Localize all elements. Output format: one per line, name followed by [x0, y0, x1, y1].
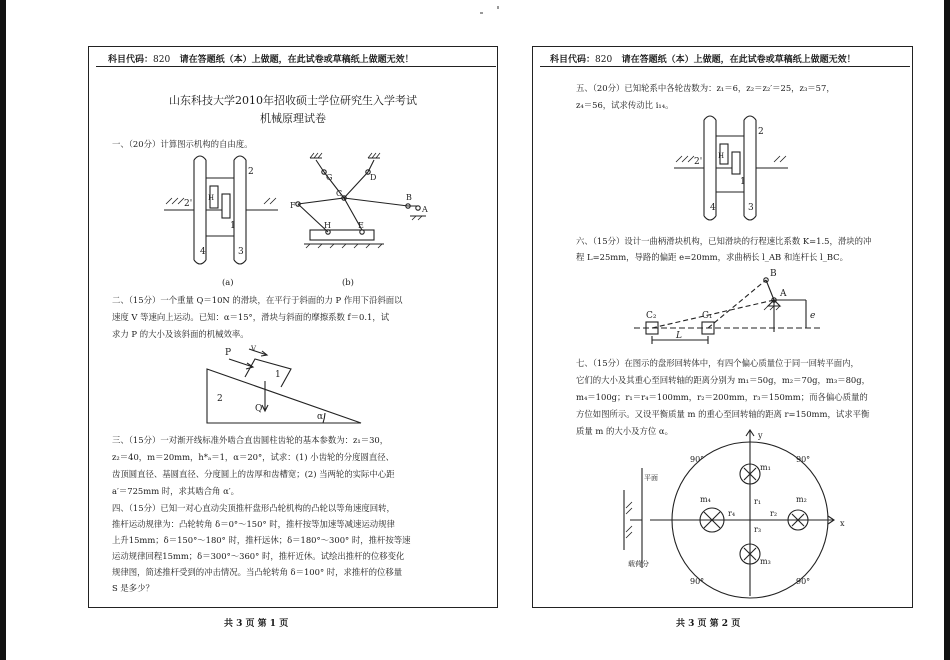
- question-2-line: 二、（15分）一个重量 Q＝10N 的滑块，在平行于斜面的力 P 作用下沿斜面以: [112, 295, 403, 305]
- figure-b-linkage: [288, 150, 433, 265]
- question-7-line: 方位如图所示。又设平衡质量 m 的重心至回转轴的距离 r=150mm，试求平衡: [576, 409, 870, 419]
- fig-disc-label: r₁: [754, 497, 762, 506]
- fig-slider-label: B: [770, 269, 777, 279]
- fig-slider-label: A: [780, 289, 787, 299]
- header-notice: 请在答题纸（本）上做题，在此试卷或草稿纸上做题无效！: [179, 55, 414, 65]
- figure-rotating-disc: [620, 428, 860, 600]
- scan-edge-right: [944, 0, 950, 660]
- page2-footer: 共 3 页 第 2 页: [676, 619, 741, 629]
- fig-q5-label: 3: [748, 203, 754, 213]
- fig-b-label: D: [370, 173, 377, 182]
- fig-disc-label: 平面: [644, 474, 658, 482]
- fig-slope-label: P: [225, 348, 232, 358]
- fig-disc-label: r₃: [754, 525, 762, 534]
- fig-disc-label: 载荷分: [628, 560, 649, 568]
- question-3-line: z₂＝40，m＝20mm，h*ₐ＝1，α＝20°，试求：(1) 小齿轮的分度圆直径、: [112, 452, 394, 462]
- fig-disc-label: 90°: [690, 577, 705, 586]
- header-notice: 请在答题纸（本）上做题，在此试卷或草稿纸上做题无效！: [621, 55, 856, 65]
- exam-title: 山东科技大学2010年招收硕士学位研究生入学考试: [169, 94, 417, 107]
- fig-disc-label: 90°: [796, 455, 811, 464]
- fig-q5-label: 2': [694, 157, 703, 167]
- fig-a-label: 3: [238, 247, 244, 257]
- fig-slope-label: 2: [217, 394, 223, 404]
- question-4-line: 上升15mm；δ＝150°～180° 时，推杆远休；δ＝180°～300° 时，推杆按等速: [112, 535, 411, 545]
- fig-b-label: A: [422, 205, 428, 214]
- figure-slider-crank: [634, 266, 824, 348]
- fig-disc-label: r₄: [728, 509, 736, 518]
- scan-edge-left: [0, 0, 6, 660]
- question-3-line: 齿顶圆直径、基圆直径、分度圆上的齿厚和齿槽宽；(2) 当两轮的实际中心距: [112, 469, 395, 479]
- page1-footer: 共 3 页 第 1 页: [224, 619, 289, 629]
- fig-b-label: C: [336, 189, 343, 198]
- fig-slope-label: 1: [275, 370, 281, 380]
- subject-code: 820: [595, 55, 613, 65]
- figure-q5-gear-train: [660, 112, 790, 224]
- question-4-line: 运动规律回程15mm；δ＝300°～360° 时，推杆近休。试绘出推杆的位移变化: [112, 551, 405, 561]
- fig-slope-label: V: [251, 345, 257, 353]
- fig-slider-label: C₁: [702, 311, 713, 321]
- question-2-line: 求力 P 的大小及该斜面的机械效率。: [112, 329, 249, 339]
- scan-speck: [480, 12, 483, 14]
- fig-q5-label: H: [718, 152, 725, 160]
- fig-disc-label: r₂: [770, 509, 778, 518]
- fig-disc-label: m₁: [760, 463, 771, 472]
- question-4-line: S 是多少？: [112, 583, 154, 593]
- fig-a-label: 4: [200, 247, 206, 257]
- fig-q5-label: 4: [710, 203, 716, 213]
- fig-a-label: H: [208, 194, 215, 202]
- question-4-line: 规律图，简述推杆受到的冲击情况。当凸轮转角 δ＝100° 时，求推杆的位移量: [112, 567, 403, 577]
- question-1: 一、（20分）计算图示机构的自由度。: [112, 139, 253, 149]
- question-6-line: 程 L=25mm，导路的偏距 e=20mm，求曲柄长 l_AB 和连杆长 l_BC。: [576, 252, 848, 262]
- fig-b-label: H: [324, 221, 331, 230]
- fig-q5-label: 2: [758, 127, 764, 137]
- fig-b-caption: (b): [342, 277, 354, 287]
- fig-slider-label: e: [810, 311, 816, 321]
- question-4-line: 推杆运动规律为：凸轮转角 δ＝0°～150° 时，推杆按等加速等减速运动规律: [112, 519, 395, 529]
- fig-slope-label: α: [317, 412, 324, 422]
- question-5-line: z₄＝56，试求传动比 i₁₄。: [576, 100, 674, 110]
- fig-disc-label: x: [840, 519, 845, 528]
- question-3-line: 三、（15分）一对渐开线标准外啮合直齿圆柱齿轮的基本参数为：z₁＝30，: [112, 435, 389, 445]
- fig-disc-label: 90°: [690, 455, 705, 464]
- subject-code: 820: [153, 55, 171, 65]
- fig-b-label: B: [406, 193, 412, 202]
- exam-subtitle: 机械原理试卷: [260, 112, 326, 125]
- fig-disc-label: m₂: [796, 495, 807, 504]
- question-4-line: 四、（15分）已知一对心直动尖顶推杆盘形凸轮机构的凸轮以等角速度回转，: [112, 503, 395, 513]
- fig-a-caption: (a): [222, 277, 234, 287]
- fig-a-label: 2: [248, 167, 254, 177]
- figure-inclined-plane: [205, 345, 365, 427]
- fig-a-label: 2': [184, 199, 193, 209]
- fig-disc-label: m₃: [760, 557, 771, 566]
- fig-b-label: E: [358, 221, 364, 230]
- fig-disc-label: m₄: [700, 495, 711, 504]
- question-7-line: m₄＝100g；r₁＝r₄＝100mm，r₂＝200mm，r₃＝150mm；而各偏心质量的: [576, 392, 868, 402]
- fig-b-label: G: [326, 173, 333, 182]
- fig-slider-label: L: [676, 331, 682, 341]
- fig-disc-label: 90°: [796, 577, 811, 586]
- figure-a-gear-train: [150, 150, 280, 270]
- question-5-line: 五、（20分）已知轮系中各轮齿数为：z₁＝6，z₂＝z₂′＝25，z₃＝57，: [576, 83, 835, 93]
- question-2-line: 速度 V 等速向上运动。已知：α＝15°，滑块与斜面的摩擦系数 f＝0.1，试: [112, 312, 390, 322]
- fig-slider-label: C₂: [646, 311, 657, 321]
- subject-code-label: 科目代码：: [108, 55, 154, 65]
- question-6-line: 六、（15分）设计一曲柄滑块机构，已知滑块的行程速比系数 K=1.5，滑块的冲: [576, 236, 872, 246]
- fig-q5-label: 1: [740, 177, 746, 187]
- question-7-line: 质量 m 的大小及方位 α。: [576, 426, 673, 436]
- question-3-line: a′＝725mm 时，求其啮合角 α′。: [112, 486, 240, 496]
- scan-speck: [497, 6, 499, 9]
- fig-slope-label: Q: [255, 404, 263, 414]
- fig-b-label: F: [290, 201, 296, 210]
- fig-a-label: 1: [230, 221, 236, 231]
- question-7-line: 七、（15分）在图示的盘形回转体中，有四个偏心质量位于同一回转平面内，: [576, 358, 859, 368]
- subject-code-label: 科目代码：: [550, 55, 596, 65]
- fig-disc-label: y: [758, 431, 763, 440]
- question-7-line: 它们的大小及其重心至回转轴的距离分别为 m₁＝50g，m₂＝70g，m₃＝80g，: [576, 375, 870, 385]
